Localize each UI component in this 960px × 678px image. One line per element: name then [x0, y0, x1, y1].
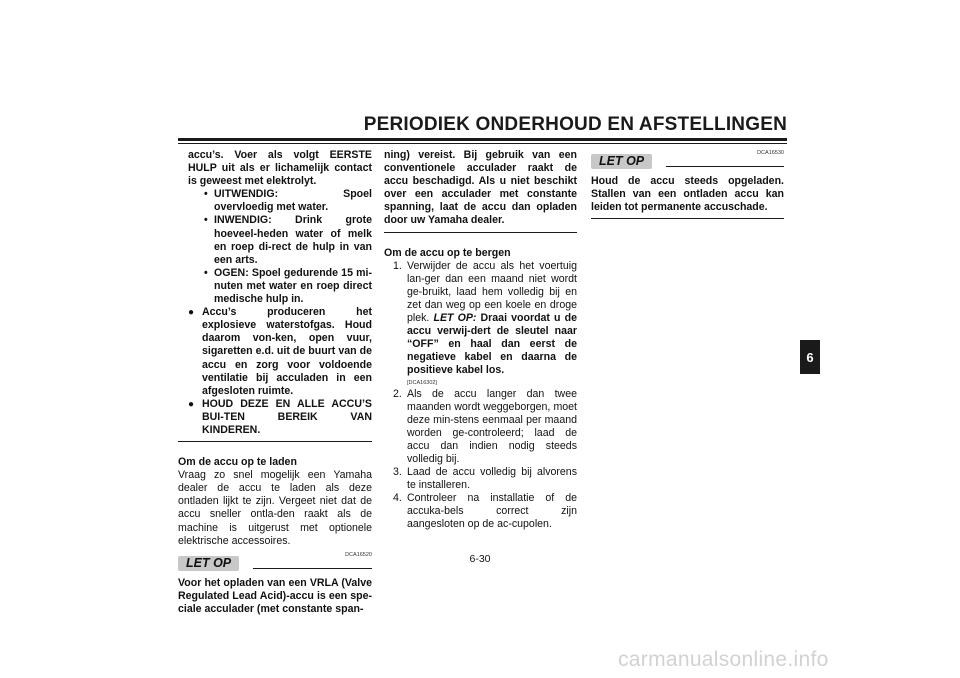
- notice-header: [178, 556, 372, 571]
- warning-intro: accu’s. Voer als volgt EERSTE HULP uit als er lichamelijk contact is geweest met elektrolyt.: [188, 149, 372, 188]
- page-number: 6-30: [469, 553, 491, 565]
- inline-notice-text: Draai voordat u de accu verwij-dert de sleutel naar “OFF” en haal dan eerst de negatieve kabel en daarna de positieve kabel los.: [407, 312, 577, 377]
- list-item: 4. Controleer na installatie of de accuka-bels correct zijn aangesloten op de ac-cupolen.: [393, 492, 577, 531]
- section-heading-store: Om de accu op te bergen: [384, 246, 511, 259]
- page-title: PERIODIEK ONDERHOUD EN AFSTELLINGEN: [363, 114, 787, 135]
- header-rule-thin: [178, 143, 787, 144]
- list-item: 2. Als de accu langer dan twee maanden wordt weggeborgen, moet deze min-stens eenmaal per maand worden ge-controleerd; laad de accu dan indien nodig steeds volledig bij.: [393, 387, 577, 465]
- chapter-tab: 6: [800, 340, 820, 374]
- column-right: [591, 149, 784, 219]
- inline-notice-code: [DCA16302]: [407, 379, 437, 386]
- first-aid-item: • UITWENDIG: Spoel overvloedig met water.: [204, 188, 372, 214]
- watermark: carmanualsonline.info: [618, 648, 829, 671]
- notice-header: [591, 154, 784, 169]
- column-middle: [384, 149, 577, 532]
- notice-badge: LET OP: [178, 556, 239, 571]
- notice-end-rule: [591, 218, 784, 219]
- warning-bullet: ● HOUD DEZE EN ALLE ACCU’S BUI-TEN BEREIK VAN KINDEREN.: [188, 397, 372, 436]
- first-aid-item: • OGEN: Spoel gedurende 15 mi-nuten met water en roep direct medische hulp in.: [204, 266, 372, 306]
- notice-text: Voor het opladen van een VRLA (Valve Regulated Lead Acid)-accu is een spe-ciale acculader (met constante span-: [178, 576, 372, 615]
- inline-notice-label: LET OP:: [433, 312, 477, 325]
- section-heading-charge: Om de accu op te laden: [178, 456, 297, 469]
- notice-badge: LET OP: [591, 154, 652, 169]
- list-item: 3. Laad de accu volledig bij alvorens te installeren.: [393, 466, 577, 492]
- bullet-icon: ●: [188, 307, 195, 319]
- warning-bullet: ● Accu’s produceren het explosieve waterstofgas. Houd daarom von-ken, open vuur, sigaretten e.d. uit de buurt van de accu en zorg voor voldoende ventilatie bij acculaden in een afgesloten ruimte.: [188, 306, 372, 397]
- charge-text: Vraag zo snel mogelijk een Yamaha dealer de accu te laden als deze ontladen lijkt te zijn. Vergeet niet dat de accu sneller ontla-den raakt als de machine is uitgerust met optionele elektrische accessoires.: [178, 469, 372, 547]
- notice-text: Houd de accu steeds opgeladen. Stallen van een ontladen accu kan leiden tot permanente accuschade.: [591, 175, 784, 214]
- bullet-icon: ●: [188, 398, 195, 410]
- header-rule-thick: [178, 138, 787, 141]
- notice-code: DCA16530: [757, 150, 784, 156]
- column-left: [178, 149, 372, 616]
- notice-text-continued: ning) vereist. Bij gebruik van een conventionele acculader raakt de accu beschadigd. Als u niet beschikt over een acculader met constante spanning, laat de accu dan opladen door uw Yamaha dealer.: [384, 149, 577, 227]
- list-item: 1. Verwijder de accu als het voertuig lan-ger dan een maand niet wordt ge-bruikt, laad hem volledig bij en zet dan weg op een koele en droge plek. LET OP: Draai voordat u de accu verwij-dert de sleutel naar “OFF” en haal dan eerst de negatieve kabel en daarna de positieve kabel los. [DCA16302]: [393, 259, 577, 386]
- first-aid-item: • INWENDIG: Drink grote hoeveel-heden water of melk en roep di-rect de hulp in van een arts.: [204, 214, 372, 266]
- notice-code: DCA16520: [345, 551, 372, 558]
